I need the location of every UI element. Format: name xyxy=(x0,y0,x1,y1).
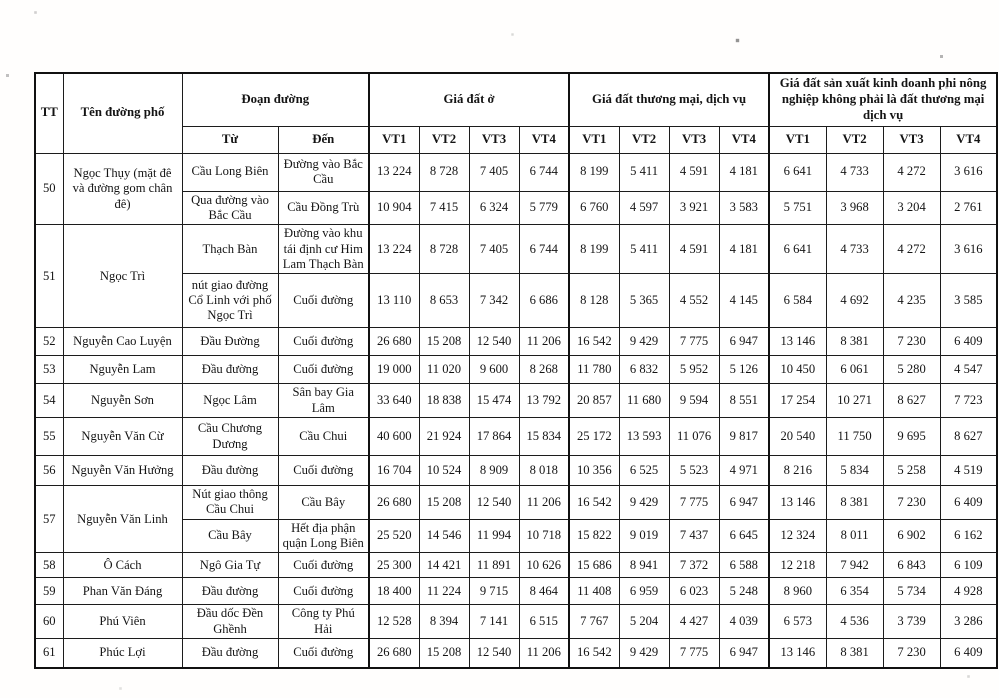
col-header-street: Tên đường phố xyxy=(63,73,182,153)
table-row xyxy=(35,578,997,605)
cell-street-name: Phúc Lợi xyxy=(63,639,182,668)
cell-price: 14 421 xyxy=(419,553,469,578)
cell-price: 15 208 xyxy=(419,486,469,520)
cell-price: 16 704 xyxy=(369,456,419,486)
cell-price: 4 235 xyxy=(883,274,940,328)
table-row xyxy=(35,639,997,668)
cell-price: 6 641 xyxy=(769,225,826,274)
cell-price: 6 588 xyxy=(719,553,769,578)
cell-price: 4 597 xyxy=(619,191,669,225)
cell-price: 17 254 xyxy=(769,384,826,418)
col-header-tt: TT xyxy=(35,73,63,153)
cell-tt: 56 xyxy=(35,456,63,486)
cell-price: 8 128 xyxy=(569,274,619,328)
cell-price: 6 959 xyxy=(619,578,669,605)
col-header-vt4: VT4 xyxy=(519,126,569,153)
cell-price: 3 585 xyxy=(940,274,997,328)
cell-price: 6 947 xyxy=(719,328,769,356)
cell-price: 7 775 xyxy=(669,486,719,520)
cell-price: 6 843 xyxy=(883,553,940,578)
cell-price: 9 429 xyxy=(619,486,669,520)
cell-price: 9 817 xyxy=(719,418,769,456)
col-header-vt2: VT2 xyxy=(619,126,669,153)
cell-price: 9 429 xyxy=(619,639,669,668)
cell-price: 13 224 xyxy=(369,153,419,191)
cell-price: 15 834 xyxy=(519,418,569,456)
col-header-vt2: VT2 xyxy=(419,126,469,153)
cell-price: 3 921 xyxy=(669,191,719,225)
table-row xyxy=(35,384,997,418)
cell-to: Cuối đường xyxy=(278,578,369,605)
cell-from: Đầu đường xyxy=(182,356,278,384)
cell-price: 4 733 xyxy=(826,225,883,274)
cell-price: 6 409 xyxy=(940,639,997,668)
cell-price: 8 728 xyxy=(419,153,469,191)
cell-from: Ngọc Lâm xyxy=(182,384,278,418)
cell-price: 10 271 xyxy=(826,384,883,418)
cell-price: 8 216 xyxy=(769,456,826,486)
cell-price: 3 968 xyxy=(826,191,883,225)
cell-price: 6 409 xyxy=(940,328,997,356)
cell-price: 11 206 xyxy=(519,639,569,668)
cell-price: 4 039 xyxy=(719,605,769,639)
cell-price: 5 204 xyxy=(619,605,669,639)
cell-price: 8 653 xyxy=(419,274,469,328)
cell-price: 6 409 xyxy=(940,486,997,520)
cell-price: 13 146 xyxy=(769,486,826,520)
cell-tt: 59 xyxy=(35,578,63,605)
cell-price: 12 218 xyxy=(769,553,826,578)
cell-price: 8 199 xyxy=(569,225,619,274)
cell-price: 7 775 xyxy=(669,639,719,668)
cell-to: Cuối đường xyxy=(278,274,369,328)
cell-from: Nút giao thông Cầu Chui xyxy=(182,486,278,520)
cell-price: 13 146 xyxy=(769,639,826,668)
cell-street-name: Ngọc Trì xyxy=(63,225,182,328)
cell-price: 9 019 xyxy=(619,519,669,553)
cell-price: 7 141 xyxy=(469,605,519,639)
cell-price: 25 300 xyxy=(369,553,419,578)
cell-price: 6 832 xyxy=(619,356,669,384)
cell-price: 3 616 xyxy=(940,225,997,274)
cell-from: Đầu đường xyxy=(182,578,278,605)
cell-to: Cầu Bây xyxy=(278,486,369,520)
cell-price: 15 208 xyxy=(419,639,469,668)
cell-from: Đầu Đường xyxy=(182,328,278,356)
cell-to: Cuối đường xyxy=(278,639,369,668)
col-header-vt4: VT4 xyxy=(940,126,997,153)
col-header-section: Đoạn đường xyxy=(182,73,369,126)
cell-price: 7 767 xyxy=(569,605,619,639)
cell-to: Sân bay Gia Lâm xyxy=(278,384,369,418)
cell-to: Cuối đường xyxy=(278,328,369,356)
table-body xyxy=(35,153,997,668)
cell-from: Cầu Long Biên xyxy=(182,153,278,191)
cell-price: 26 680 xyxy=(369,328,419,356)
col-header-vt1: VT1 xyxy=(569,126,619,153)
cell-price: 8 941 xyxy=(619,553,669,578)
cell-price: 6 947 xyxy=(719,486,769,520)
cell-price: 7 942 xyxy=(826,553,883,578)
cell-price: 3 286 xyxy=(940,605,997,639)
cell-price: 8 381 xyxy=(826,328,883,356)
cell-price: 7 437 xyxy=(669,519,719,553)
cell-price: 3 616 xyxy=(940,153,997,191)
cell-price: 6 525 xyxy=(619,456,669,486)
cell-price: 6 584 xyxy=(769,274,826,328)
cell-tt: 61 xyxy=(35,639,63,668)
table-row xyxy=(35,356,997,384)
cell-price: 9 429 xyxy=(619,328,669,356)
cell-price: 9 600 xyxy=(469,356,519,384)
cell-price: 18 400 xyxy=(369,578,419,605)
cell-price: 13 792 xyxy=(519,384,569,418)
cell-price: 6 573 xyxy=(769,605,826,639)
cell-price: 12 540 xyxy=(469,328,519,356)
cell-price: 8 381 xyxy=(826,639,883,668)
cell-price: 18 838 xyxy=(419,384,469,418)
cell-price: 8 627 xyxy=(940,418,997,456)
cell-price: 15 208 xyxy=(419,328,469,356)
cell-price: 5 779 xyxy=(519,191,569,225)
cell-price: 8 011 xyxy=(826,519,883,553)
cell-to: Công ty Phú Hải xyxy=(278,605,369,639)
col-header-to: Đến xyxy=(278,126,369,153)
cell-price: 13 593 xyxy=(619,418,669,456)
cell-price: 10 626 xyxy=(519,553,569,578)
cell-price: 4 145 xyxy=(719,274,769,328)
col-header-vt1: VT1 xyxy=(369,126,419,153)
cell-price: 4 427 xyxy=(669,605,719,639)
cell-price: 6 641 xyxy=(769,153,826,191)
header-row-groups xyxy=(35,73,997,126)
cell-tt: 54 xyxy=(35,384,63,418)
cell-price: 40 600 xyxy=(369,418,419,456)
col-header-vt3: VT3 xyxy=(469,126,519,153)
cell-price: 13 146 xyxy=(769,328,826,356)
cell-street-name: Ô Cách xyxy=(63,553,182,578)
cell-from: Đầu đường xyxy=(182,639,278,668)
col-header-vt2: VT2 xyxy=(826,126,883,153)
cell-price: 8 381 xyxy=(826,486,883,520)
cell-price: 5 952 xyxy=(669,356,719,384)
cell-price: 4 272 xyxy=(883,153,940,191)
cell-price: 10 718 xyxy=(519,519,569,553)
cell-from: Cầu Chương Dương xyxy=(182,418,278,456)
cell-price: 13 110 xyxy=(369,274,419,328)
cell-price: 8 268 xyxy=(519,356,569,384)
cell-price: 33 640 xyxy=(369,384,419,418)
cell-price: 10 356 xyxy=(569,456,619,486)
cell-price: 6 354 xyxy=(826,578,883,605)
cell-price: 11 750 xyxy=(826,418,883,456)
cell-price: 17 864 xyxy=(469,418,519,456)
col-header-from: Từ xyxy=(182,126,278,153)
cell-price: 2 761 xyxy=(940,191,997,225)
cell-from: Đầu đường xyxy=(182,456,278,486)
cell-price: 12 540 xyxy=(469,486,519,520)
cell-price: 8 627 xyxy=(883,384,940,418)
cell-to: Cuối đường xyxy=(278,456,369,486)
cell-price: 7 723 xyxy=(940,384,997,418)
scan-artifacts xyxy=(0,0,1,1)
cell-street-name: Phú Viên xyxy=(63,605,182,639)
cell-price: 12 528 xyxy=(369,605,419,639)
cell-price: 7 372 xyxy=(669,553,719,578)
cell-street-name: Nguyễn Văn Hưởng xyxy=(63,456,182,486)
cell-price: 3 739 xyxy=(883,605,940,639)
cell-price: 5 751 xyxy=(769,191,826,225)
cell-price: 6 162 xyxy=(940,519,997,553)
cell-price: 4 181 xyxy=(719,225,769,274)
cell-price: 25 520 xyxy=(369,519,419,553)
cell-price: 20 540 xyxy=(769,418,826,456)
cell-price: 6 902 xyxy=(883,519,940,553)
cell-price: 5 411 xyxy=(619,225,669,274)
cell-price: 7 775 xyxy=(669,328,719,356)
cell-price: 9 695 xyxy=(883,418,940,456)
cell-price: 4 733 xyxy=(826,153,883,191)
table-row xyxy=(35,553,997,578)
cell-street-name: Nguyễn Cao Luyện xyxy=(63,328,182,356)
cell-from: Ngô Gia Tự xyxy=(182,553,278,578)
col-header-group-residential: Giá đất ở xyxy=(369,73,569,126)
cell-tt: 53 xyxy=(35,356,63,384)
cell-price: 16 542 xyxy=(569,328,619,356)
cell-price: 14 546 xyxy=(419,519,469,553)
cell-from: Qua đường vào Bắc Cầu xyxy=(182,191,278,225)
cell-price: 8 960 xyxy=(769,578,826,605)
cell-price: 16 542 xyxy=(569,639,619,668)
cell-price: 3 583 xyxy=(719,191,769,225)
cell-street-name: Nguyễn Văn Linh xyxy=(63,486,182,553)
cell-price: 9 715 xyxy=(469,578,519,605)
cell-price: 19 000 xyxy=(369,356,419,384)
cell-price: 5 834 xyxy=(826,456,883,486)
cell-price: 8 018 xyxy=(519,456,569,486)
cell-price: 11 408 xyxy=(569,578,619,605)
cell-price: 6 023 xyxy=(669,578,719,605)
cell-price: 6 744 xyxy=(519,153,569,191)
cell-price: 4 591 xyxy=(669,225,719,274)
table-row xyxy=(35,153,997,191)
cell-street-name: Nguyễn Sơn xyxy=(63,384,182,418)
cell-price: 26 680 xyxy=(369,486,419,520)
cell-price: 11 206 xyxy=(519,486,569,520)
cell-price: 10 450 xyxy=(769,356,826,384)
cell-price: 15 822 xyxy=(569,519,619,553)
cell-price: 11 780 xyxy=(569,356,619,384)
cell-price: 8 909 xyxy=(469,456,519,486)
cell-price: 15 686 xyxy=(569,553,619,578)
cell-price: 13 224 xyxy=(369,225,419,274)
cell-to: Cầu Đồng Trù xyxy=(278,191,369,225)
cell-price: 7 405 xyxy=(469,153,519,191)
cell-price: 10 904 xyxy=(369,191,419,225)
cell-price: 8 199 xyxy=(569,153,619,191)
cell-price: 5 411 xyxy=(619,153,669,191)
cell-price: 6 109 xyxy=(940,553,997,578)
cell-price: 8 728 xyxy=(419,225,469,274)
cell-to: Đường vào Bắc Cầu xyxy=(278,153,369,191)
cell-price: 7 405 xyxy=(469,225,519,274)
cell-street-name: Nguyễn Lam xyxy=(63,356,182,384)
cell-price: 4 591 xyxy=(669,153,719,191)
cell-price: 11 076 xyxy=(669,418,719,456)
cell-price: 6 686 xyxy=(519,274,569,328)
cell-price: 4 547 xyxy=(940,356,997,384)
cell-price: 5 365 xyxy=(619,274,669,328)
cell-tt: 58 xyxy=(35,553,63,578)
cell-price: 8 464 xyxy=(519,578,569,605)
cell-price: 11 224 xyxy=(419,578,469,605)
cell-price: 21 924 xyxy=(419,418,469,456)
cell-price: 12 324 xyxy=(769,519,826,553)
cell-price: 5 248 xyxy=(719,578,769,605)
cell-price: 4 536 xyxy=(826,605,883,639)
cell-tt: 55 xyxy=(35,418,63,456)
col-header-vt3: VT3 xyxy=(883,126,940,153)
cell-price: 4 519 xyxy=(940,456,997,486)
table-row xyxy=(35,605,997,639)
cell-price: 6 760 xyxy=(569,191,619,225)
cell-price: 8 394 xyxy=(419,605,469,639)
cell-price: 7 230 xyxy=(883,486,940,520)
cell-price: 26 680 xyxy=(369,639,419,668)
col-header-vt4: VT4 xyxy=(719,126,769,153)
cell-from: Đầu dốc Đền Ghềnh xyxy=(182,605,278,639)
table-row xyxy=(35,456,997,486)
cell-price: 6 744 xyxy=(519,225,569,274)
cell-price: 7 342 xyxy=(469,274,519,328)
cell-to: Hết địa phận quận Long Biên xyxy=(278,519,369,553)
col-header-group-nonagricultural: Giá đất sản xuất kinh doanh phi nông nghiệp không phải là đất thương mại dịch vụ xyxy=(769,73,997,126)
cell-to: Cầu Chui xyxy=(278,418,369,456)
col-header-group-commercial: Giá đất thương mại, dịch vụ xyxy=(569,73,769,126)
cell-tt: 57 xyxy=(35,486,63,553)
cell-from: Cầu Bây xyxy=(182,519,278,553)
table-row xyxy=(35,225,997,274)
cell-price: 5 126 xyxy=(719,356,769,384)
cell-tt: 60 xyxy=(35,605,63,639)
table-row xyxy=(35,486,997,520)
cell-price: 11 206 xyxy=(519,328,569,356)
col-header-vt3: VT3 xyxy=(669,126,719,153)
cell-price: 6 515 xyxy=(519,605,569,639)
cell-price: 7 230 xyxy=(883,328,940,356)
cell-price: 10 524 xyxy=(419,456,469,486)
cell-street-name: Phan Văn Đáng xyxy=(63,578,182,605)
cell-price: 4 552 xyxy=(669,274,719,328)
cell-price: 5 258 xyxy=(883,456,940,486)
cell-price: 5 734 xyxy=(883,578,940,605)
table-row xyxy=(35,328,997,356)
cell-price: 4 692 xyxy=(826,274,883,328)
cell-price: 6 947 xyxy=(719,639,769,668)
cell-price: 8 551 xyxy=(719,384,769,418)
cell-to: Cuối đường xyxy=(278,553,369,578)
cell-from: nút giao đường Cổ Linh với phố Ngọc Trì xyxy=(182,274,278,328)
cell-price: 11 020 xyxy=(419,356,469,384)
cell-price: 4 272 xyxy=(883,225,940,274)
cell-tt: 52 xyxy=(35,328,63,356)
cell-price: 5 280 xyxy=(883,356,940,384)
cell-price: 11 891 xyxy=(469,553,519,578)
cell-price: 6 324 xyxy=(469,191,519,225)
cell-street-name: Ngọc Thụy (mặt đê và đường gom chân đê) xyxy=(63,153,182,225)
table-row xyxy=(35,418,997,456)
cell-price: 11 680 xyxy=(619,384,669,418)
cell-price: 12 540 xyxy=(469,639,519,668)
cell-price: 15 474 xyxy=(469,384,519,418)
cell-price: 6 645 xyxy=(719,519,769,553)
cell-price: 9 594 xyxy=(669,384,719,418)
cell-to: Cuối đường xyxy=(278,356,369,384)
cell-price: 11 994 xyxy=(469,519,519,553)
cell-tt: 50 xyxy=(35,153,63,225)
cell-price: 25 172 xyxy=(569,418,619,456)
col-header-vt1: VT1 xyxy=(769,126,826,153)
cell-price: 7 230 xyxy=(883,639,940,668)
cell-price: 6 061 xyxy=(826,356,883,384)
land-price-table xyxy=(34,72,998,669)
cell-price: 4 971 xyxy=(719,456,769,486)
cell-from: Thạch Bàn xyxy=(182,225,278,274)
cell-price: 4 928 xyxy=(940,578,997,605)
cell-price: 16 542 xyxy=(569,486,619,520)
cell-tt: 51 xyxy=(35,225,63,328)
cell-price: 20 857 xyxy=(569,384,619,418)
cell-price: 5 523 xyxy=(669,456,719,486)
cell-street-name: Nguyễn Văn Cừ xyxy=(63,418,182,456)
cell-to: Đường vào khu tái định cư Him Lam Thạch Bàn xyxy=(278,225,369,274)
cell-price: 7 415 xyxy=(419,191,469,225)
cell-price: 3 204 xyxy=(883,191,940,225)
cell-price: 4 181 xyxy=(719,153,769,191)
